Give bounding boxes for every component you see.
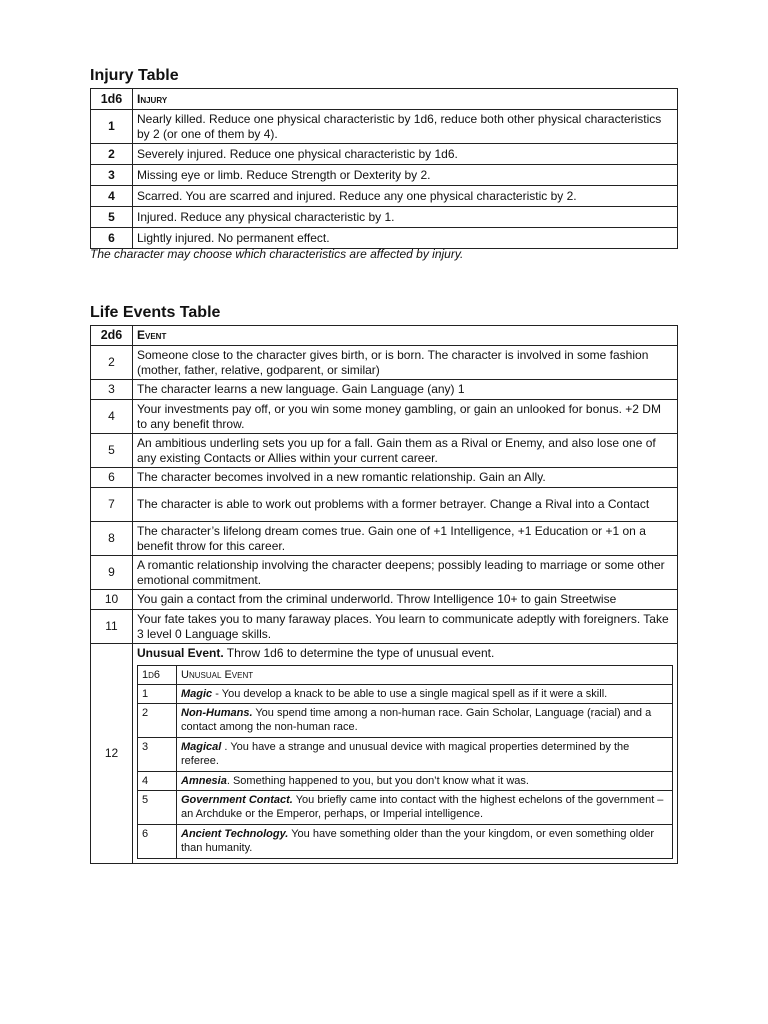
- table-row: [91, 110, 678, 144]
- event-name: Ancient Technology.: [181, 827, 289, 840]
- event-cell: Your investments pay off, or you win some money gambling, or gain an unlooked for bonus. +2 DM to any benefit throw.: [133, 400, 678, 434]
- roll-cell: 6: [91, 228, 133, 249]
- event-name: Government Contact.: [181, 793, 293, 806]
- table-row: [138, 771, 673, 790]
- event-text: You have something older than the your kingdom, or even something older than humanity.: [181, 827, 655, 854]
- roll-cell: 8: [91, 522, 133, 556]
- table-row: [138, 790, 673, 824]
- unusual-event-cell: [133, 644, 678, 864]
- table-row: [91, 488, 678, 522]
- injury-column-header: Injury: [133, 89, 678, 110]
- result-cell: Lightly injured. No permanent effect.: [133, 228, 678, 249]
- roll-cell: 7: [91, 488, 133, 522]
- injury-table: [90, 88, 678, 249]
- unusual-event-intro: [137, 646, 673, 661]
- roll-cell: 6: [91, 468, 133, 488]
- life-events-table-title: Life Events Table: [90, 304, 221, 321]
- event-cell: Your fate takes you to many faraway places. You learn to communicate adeptly with foreigners. Take 3 level 0 Language skills.: [133, 610, 678, 644]
- table-row: [91, 207, 678, 228]
- event-name: Non-Humans.: [181, 706, 253, 719]
- table-row-unusual: [91, 644, 678, 864]
- roll-cell: 10: [91, 590, 133, 610]
- event-cell: The character becomes involved in a new romantic relationship. Gain an Ally.: [133, 468, 678, 488]
- table-row: [91, 380, 678, 400]
- table-row: [138, 824, 673, 858]
- unusual-event-desc: [177, 824, 673, 858]
- event-text: . You have a strange and unusual device with magical properties determined by the referee.: [181, 740, 630, 767]
- table-header-row: [138, 665, 673, 684]
- event-name: Magical: [181, 740, 222, 753]
- unusual-column-header: Unusual Event: [177, 665, 673, 684]
- table-row: [91, 400, 678, 434]
- injury-note: The character may choose which characteristics are affected by injury.: [90, 247, 464, 261]
- event-name: Magic: [181, 687, 213, 700]
- table-row: [91, 144, 678, 165]
- table-row: [91, 186, 678, 207]
- table-header-row: [91, 326, 678, 346]
- roll-cell: 9: [91, 556, 133, 590]
- result-cell: Severely injured. Reduce one physical characteristic by 1d6.: [133, 144, 678, 165]
- table-row: [91, 522, 678, 556]
- roll-cell: 1: [91, 110, 133, 144]
- roll-cell: 2: [138, 703, 177, 737]
- roll-cell: 2: [91, 346, 133, 380]
- roll-cell: 4: [91, 186, 133, 207]
- event-name: Amnesia: [181, 774, 227, 787]
- table-row: [91, 346, 678, 380]
- table-row: [91, 468, 678, 488]
- unusual-event-table: [137, 665, 673, 859]
- unusual-event-desc: [177, 737, 673, 771]
- roll-cell: 5: [138, 790, 177, 824]
- unusual-event-desc: [177, 684, 673, 703]
- table-row: [138, 737, 673, 771]
- roll-cell: 11: [91, 610, 133, 644]
- life-roll-header: 2d6: [91, 326, 133, 346]
- event-cell: An ambitious underling sets you up for a fall. Gain them as a Rival or Enemy, and also lose one of any existing Contacts or Allies within your current career.: [133, 434, 678, 468]
- roll-cell: 5: [91, 434, 133, 468]
- life-column-header: Event: [133, 326, 678, 346]
- table-row: [91, 590, 678, 610]
- result-cell: Scarred. You are scarred and injured. Reduce any one physical characteristic by 2.: [133, 186, 678, 207]
- unusual-roll-header: 1d6: [138, 665, 177, 684]
- table-header-row: [91, 89, 678, 110]
- roll-cell: 12: [91, 644, 133, 864]
- event-text: You briefly came into contact with the highest echelons of the government – an Archduke or the Emperor, perhaps, or Imperial intelligence.: [181, 793, 664, 820]
- life-events-table: [90, 325, 678, 864]
- roll-cell: 2: [91, 144, 133, 165]
- table-row: [91, 610, 678, 644]
- table-row: [91, 556, 678, 590]
- roll-cell: 3: [91, 165, 133, 186]
- event-cell: A romantic relationship involving the character deepens; possibly leading to marriage or some other emotional commitment.: [133, 556, 678, 590]
- event-text: . Something happened to you, but you don’t know what it was.: [226, 774, 529, 787]
- event-cell: You gain a contact from the criminal underworld. Throw Intelligence 10+ to gain Streetwise: [133, 590, 678, 610]
- result-cell: Missing eye or limb. Reduce Strength or Dexterity by 2.: [133, 165, 678, 186]
- unusual-event-desc: [177, 703, 673, 737]
- table-row: [91, 434, 678, 468]
- unusual-event-lead-text: Throw 1d6 to determine the type of unusual event.: [223, 646, 495, 660]
- injury-table-title: Injury Table: [90, 67, 179, 84]
- roll-cell: 5: [91, 207, 133, 228]
- roll-cell: 3: [91, 380, 133, 400]
- unusual-event-desc: [177, 790, 673, 824]
- event-cell: The character’s lifelong dream comes true. Gain one of +1 Intelligence, +1 Education or +1 on a benefit throw for this career.: [133, 522, 678, 556]
- event-text: You spend time among a non-human race. Gain Scholar, Language (racial) and a contact among the non-human race.: [181, 706, 652, 733]
- table-row: [138, 703, 673, 737]
- unusual-event-lead: Unusual Event.: [137, 646, 224, 660]
- table-row: [138, 684, 673, 703]
- result-cell: Injured. Reduce any physical characteristic by 1.: [133, 207, 678, 228]
- unusual-event-desc: [177, 771, 673, 790]
- event-cell: Someone close to the character gives birth, or is born. The character is involved in some fashion (mother, father, relative, godparent, or similar): [133, 346, 678, 380]
- event-cell: The character is able to work out problems with a former betrayer. Change a Rival into a Contact: [133, 488, 678, 522]
- roll-cell: 3: [138, 737, 177, 771]
- roll-cell: 6: [138, 824, 177, 858]
- event-cell: The character learns a new language. Gain Language (any) 1: [133, 380, 678, 400]
- table-row: [91, 228, 678, 249]
- injury-roll-header: 1d6: [91, 89, 133, 110]
- roll-cell: 4: [138, 771, 177, 790]
- roll-cell: 4: [91, 400, 133, 434]
- event-text: - You develop a knack to be able to use a single magical spell as if it were a skill.: [212, 687, 608, 700]
- result-cell: Nearly killed. Reduce one physical characteristic by 1d6, reduce both other physical characteristics by 2 (or one of them by 4).: [133, 110, 678, 144]
- table-row: [91, 165, 678, 186]
- roll-cell: 1: [138, 684, 177, 703]
